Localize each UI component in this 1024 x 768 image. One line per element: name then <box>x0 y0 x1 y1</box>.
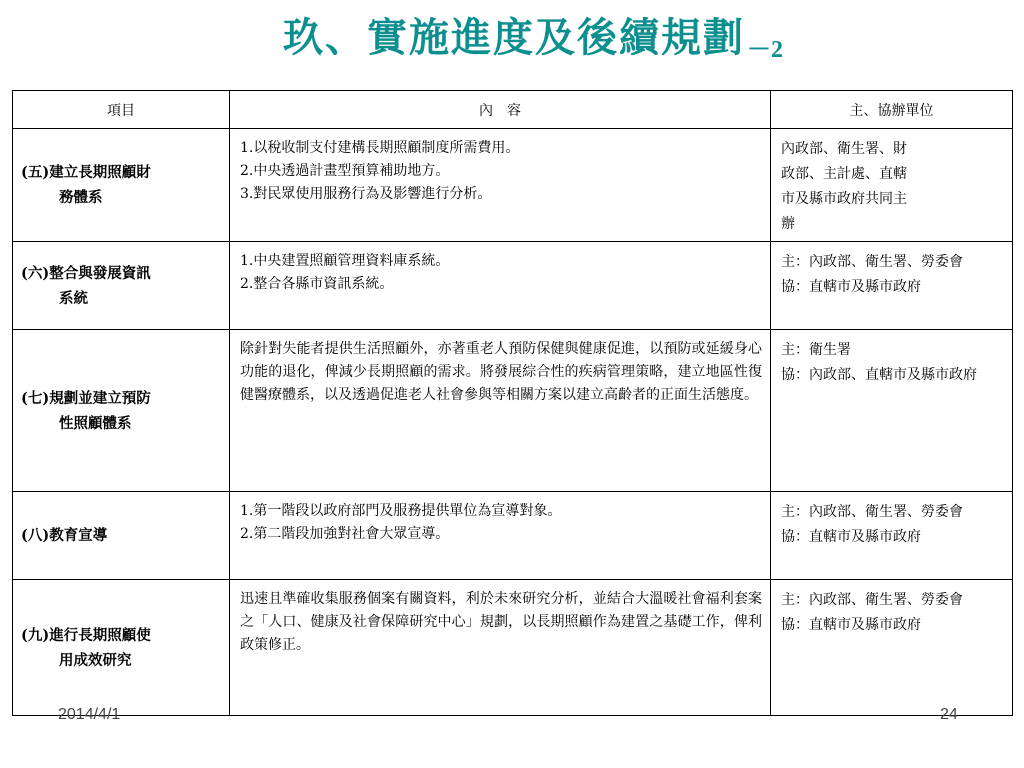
row-units: 主：內政部、衛生署、勞委會 協：直轄市及縣市政府 <box>771 580 1013 716</box>
row-units: 主：內政部、衛生署、勞委會 協：直轄市及縣市政府 <box>771 492 1013 580</box>
table-row <box>13 330 1013 492</box>
row-item: (九)進行長期照顧使 用成效研究 <box>13 580 230 716</box>
row-item: (八)教育宣導 <box>13 492 230 580</box>
row-units: 主：衛生署 協：內政部、直轄市及縣市政府 <box>771 330 1013 492</box>
title-sub: －2 <box>747 37 783 63</box>
row-content: 1.第一階段以政府部門及服務提供單位為宣導對象。 2.第二階段加強對社會大眾宣導。 <box>230 492 771 580</box>
page-number: 24 <box>940 706 958 723</box>
row-item: (七)規劃並建立預防 性照顧體系 <box>13 330 230 492</box>
footer-date: 2014/4/1 <box>58 706 121 723</box>
page-title <box>0 6 1024 63</box>
plan-table <box>12 90 1013 716</box>
row-content: 迅速且準確收集服務個案有關資料，利於未來研究分析，並結合大溫暖社會福利套案之「人口、健康及社會保障研究中心」規劃，以長期照顧作為建置之基礎工作，俾利政策修正。 <box>230 580 771 716</box>
row-content: 1.以稅收制支付建構長期照顧制度所需費用。 2.中央透過計畫型預算補助地方。 3.對民眾使用服務行為及影響進行分析。 <box>230 129 771 242</box>
table-row <box>13 242 1013 330</box>
row-content: 1.中央建置照顧管理資料庫系統。 2.整合各縣市資訊系統。 <box>230 242 771 330</box>
row-item: (五)建立長期照顧財 務體系 <box>13 129 230 242</box>
title-main: 玖、實施進度及後續規劃 <box>283 14 745 61</box>
header-item: 項目 <box>13 91 230 129</box>
table-row <box>13 492 1013 580</box>
header-units: 主、協辦單位 <box>771 91 1013 129</box>
row-units: 主：內政部、衛生署、勞委會 協：直轄市及縣市政府 <box>771 242 1013 330</box>
table-row <box>13 580 1013 716</box>
table-header-row <box>13 91 1013 129</box>
row-content: 除針對失能者提供生活照顧外，亦著重老人預防保健與健康促進，以預防或延緩身心功能的退化，俾減少長期照顧的需求。將發展綜合性的疾病管理策略，建立地區性復健醫療體系，以及透過促進老人社會參與等相關方案以建立高齡者的正面生活態度。 <box>230 330 771 492</box>
row-item: (六)整合與發展資訊 系統 <box>13 242 230 330</box>
row-units: 內政部、衛生署、財 政部、主計處、直轄 市及縣市政府共同主 辦 <box>771 129 1013 242</box>
header-content: 內 容 <box>230 91 771 129</box>
table-row <box>13 129 1013 242</box>
